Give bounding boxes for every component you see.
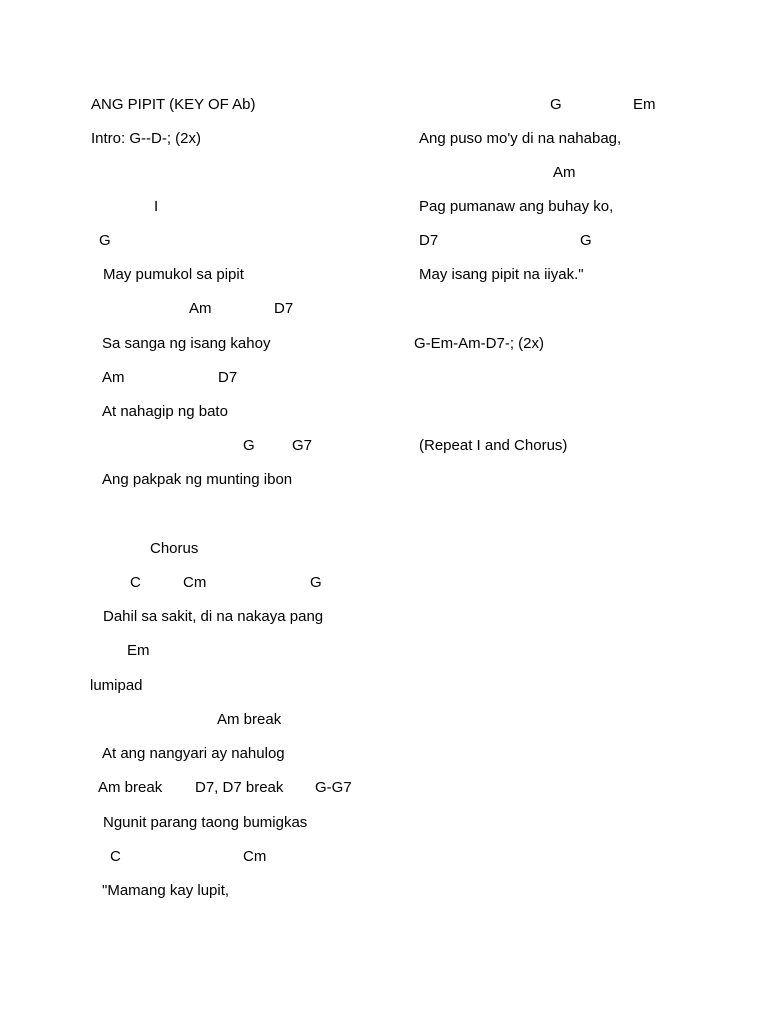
lyric-line: At nahagip ng bato [102,403,228,420]
chord-label: C [110,848,121,865]
song-title: ANG PIPIT (KEY OF Ab) [91,96,256,113]
chord-label: G7 [292,437,313,454]
lyric-line: May pumukol sa pipit [103,266,244,283]
lyric-line: At ang nangyari ay nahulog [102,745,285,762]
section-label-verse: I [154,198,159,215]
lyric-line: May isang pipit na iiyak." [419,266,584,283]
chord-label: D7 [419,232,439,249]
chord-label: G [310,574,322,591]
chord-label: G [550,96,562,113]
chord-label: Em [127,642,150,659]
section-label-chorus: Chorus [150,540,199,557]
lyric-line: Ngunit parang taong bumigkas [103,814,308,831]
lyric-line: "Mamang kay lupit, [102,882,230,899]
chord-label: G [243,437,255,454]
intro-line: Intro: G--D-; (2x) [91,130,202,147]
lyric-line: Ang puso mo'y di na nahabag, [419,130,622,147]
chord-label: Am break [217,711,282,728]
chord-label: Cm [243,848,267,865]
lyric-line: Pag pumanaw ang buhay ko, [419,198,614,215]
chord-label: D7, D7 break [195,779,284,796]
chord-label: Am [553,164,576,181]
chord-label: Am break [98,779,163,796]
chord-label: Em [633,96,656,113]
lyric-line: lumipad [90,677,143,694]
chord-label: D7 [274,300,294,317]
chord-label: Am [189,300,212,317]
chord-label: G [580,232,592,249]
chord-label: G-G7 [315,779,352,796]
chord-label: G [99,232,111,249]
repeat-instruction: (Repeat I and Chorus) [419,437,568,454]
chord-label: D7 [218,369,238,386]
chord-label: C [130,574,141,591]
lyric-line: Ang pakpak ng munting ibon [102,471,293,488]
lyric-line: Dahil sa sakit, di na nakaya pang [103,608,324,625]
chord-label: Am [102,369,125,386]
interlude-line: G-Em-Am-D7-; (2x) [414,335,544,352]
lyric-line: Sa sanga ng isang kahoy [102,335,271,352]
chord-label: Cm [183,574,207,591]
